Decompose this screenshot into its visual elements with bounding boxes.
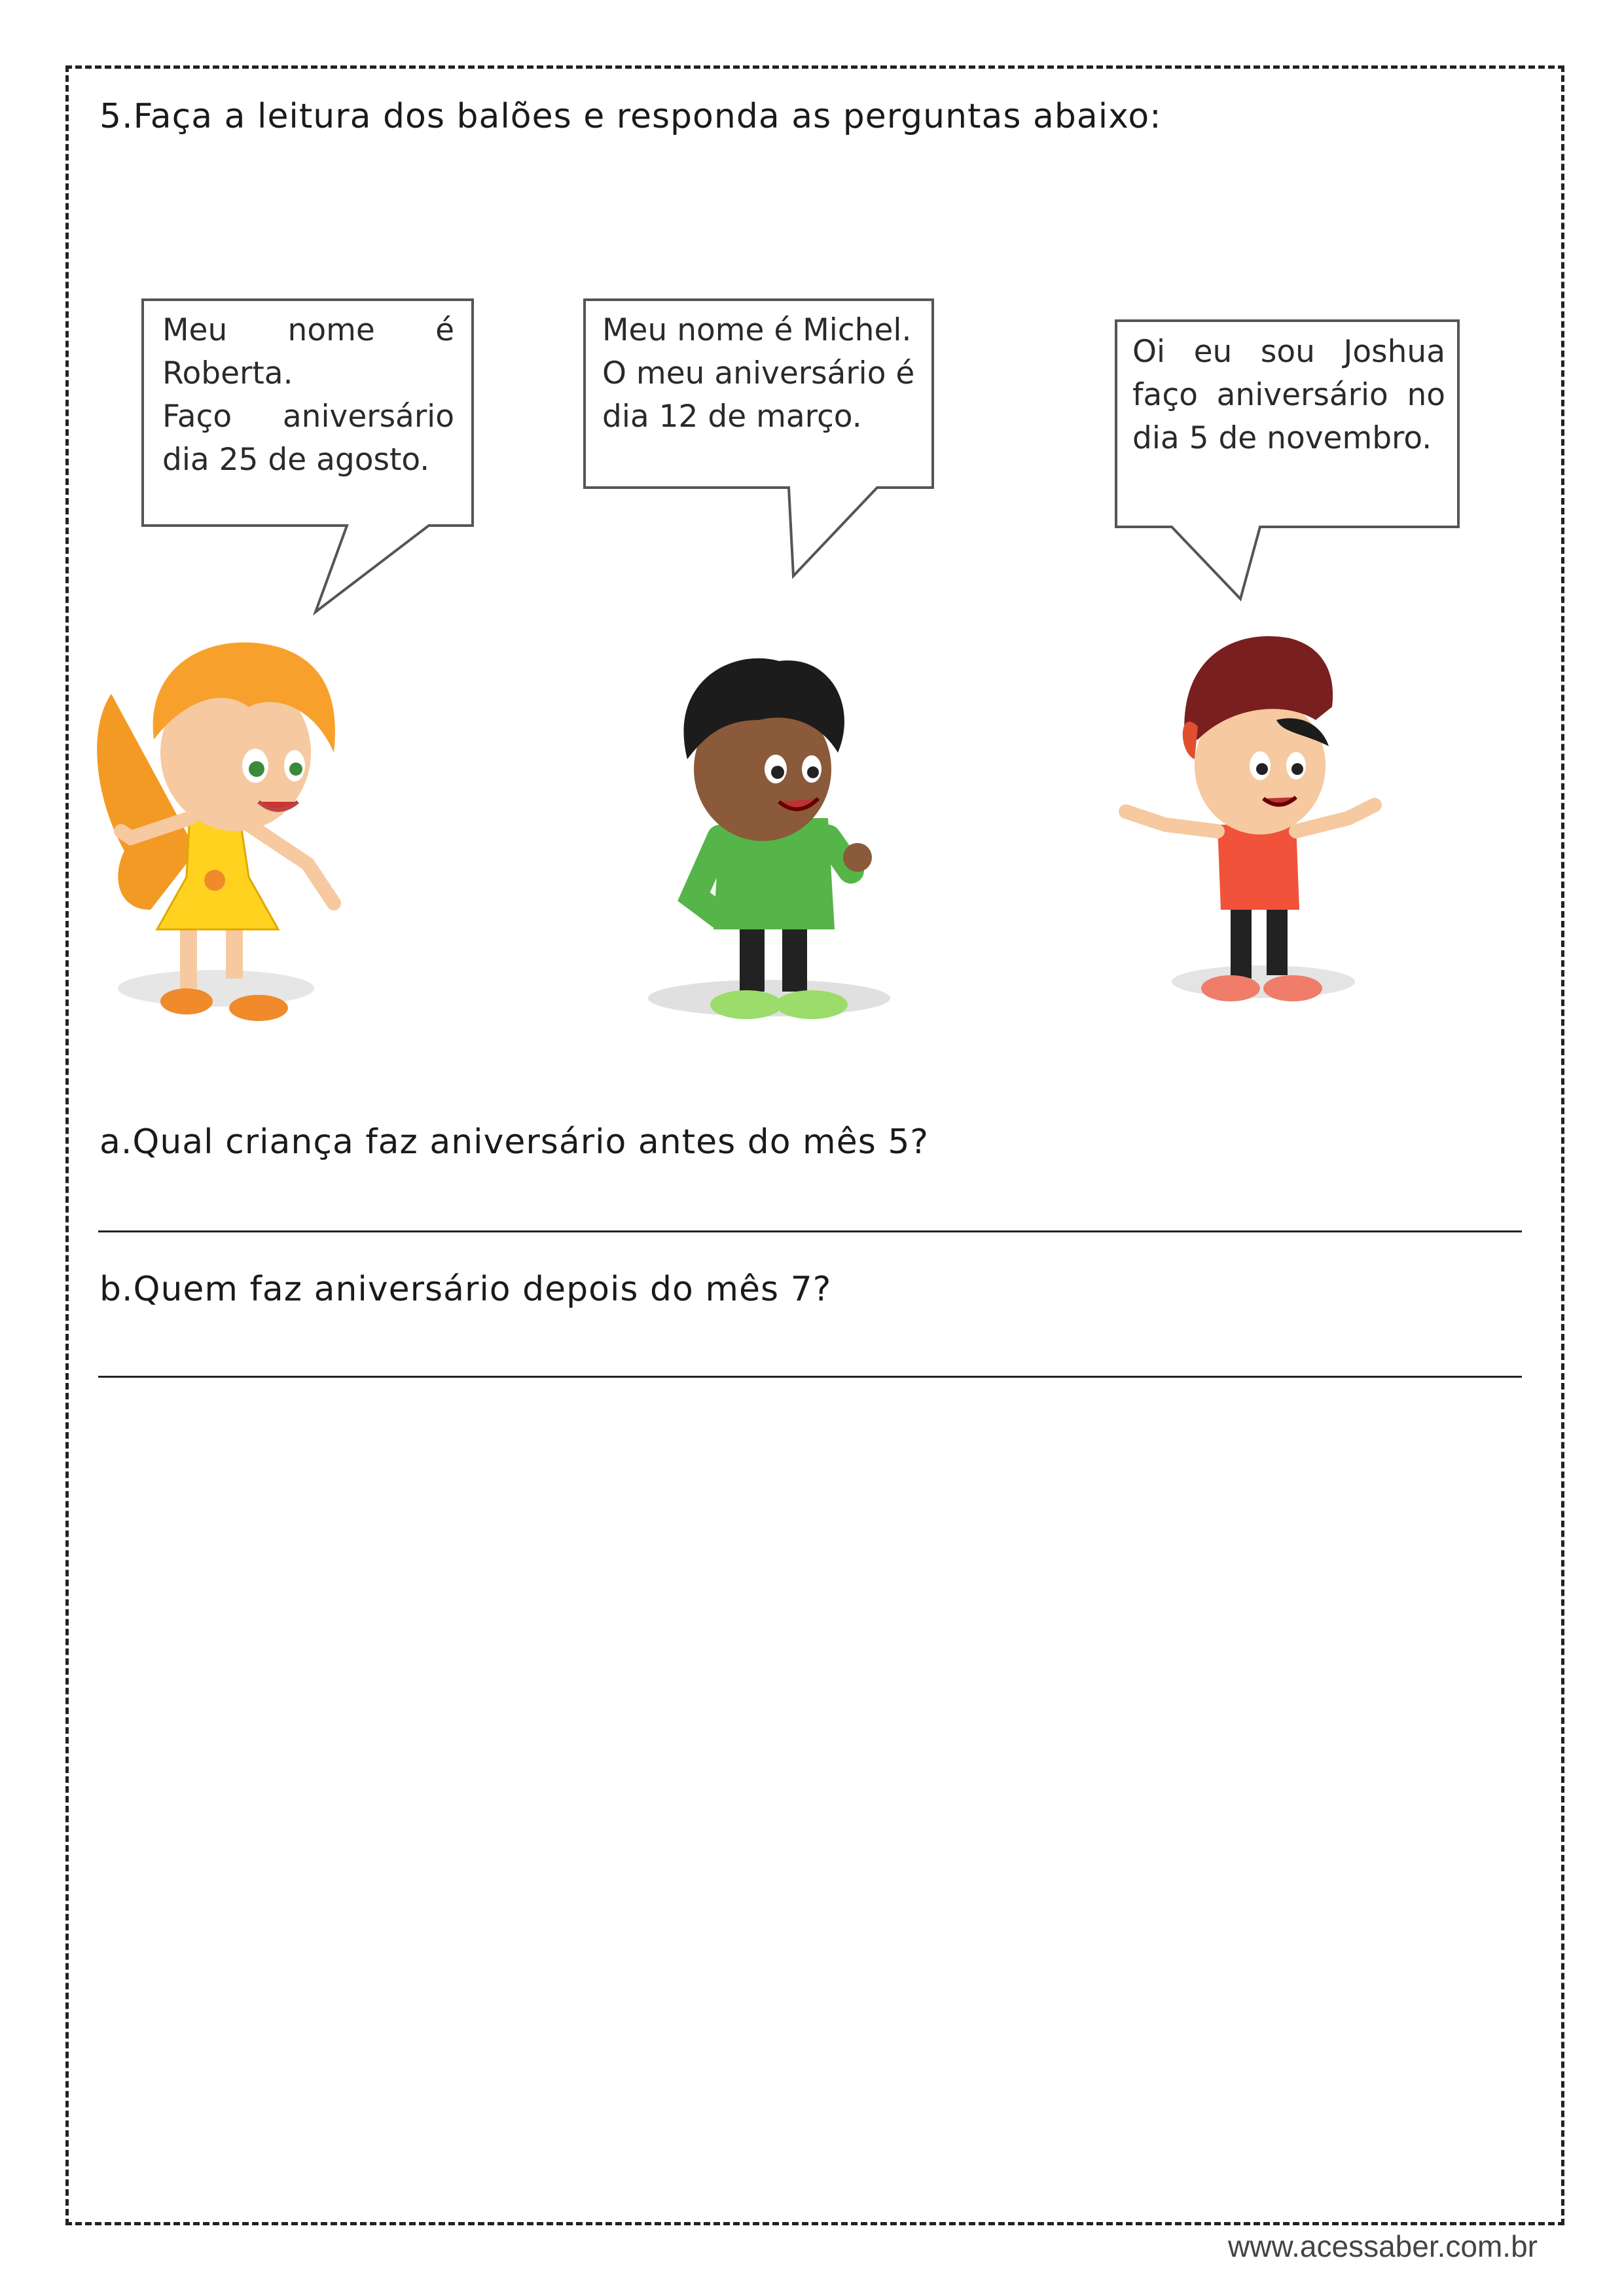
instruction-text: 5.Faça a leitura dos balões e responda as perguntas abaixo: (99, 97, 1162, 136)
bubble-line: dia 12 de março. (602, 399, 862, 435)
bubble-text-michel (602, 309, 926, 439)
answer-line-a[interactable] (98, 1230, 1522, 1232)
answer-line-b[interactable] (98, 1376, 1522, 1378)
question-a: a.Qual criança faz aniversário antes do mês 5? (99, 1122, 929, 1162)
bubble-line: O meu aniversário é (602, 355, 915, 391)
roberta-character (97, 642, 335, 1021)
bubble-line: Oi eu sou Joshua (1132, 334, 1445, 370)
bubble-line: dia 25 de agosto. (162, 442, 430, 478)
michel-character (648, 658, 890, 1019)
bubble-text-roberta (162, 309, 454, 482)
bubble-line: Meu nome é (162, 312, 454, 348)
bubble-line: Faço aniversário (162, 399, 454, 435)
bubble-line: Roberta. (162, 355, 293, 391)
bubble-line: faço aniversário no (1132, 377, 1445, 413)
footer-url[interactable]: www.acessaber.com.br (1228, 2229, 1538, 2263)
joshua-character (1126, 636, 1375, 1001)
question-b: b.Quem faz aniversário depois do mês 7? (99, 1270, 832, 1309)
bubble-line: dia 5 de novembro. (1132, 420, 1432, 456)
bubble-text-joshua (1132, 331, 1445, 460)
bubble-line: Meu nome é Michel. (602, 312, 912, 348)
